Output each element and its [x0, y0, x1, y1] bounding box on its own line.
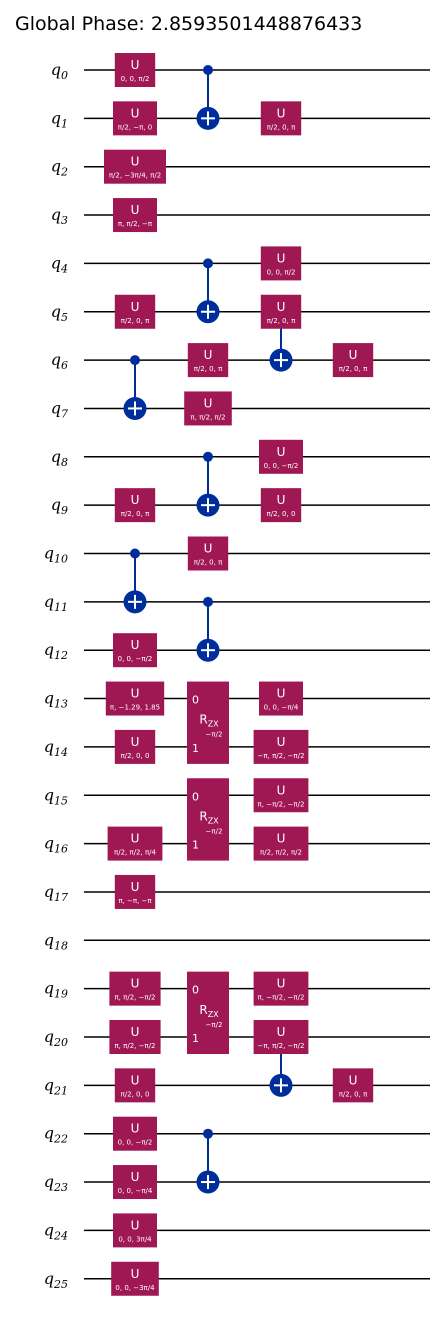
control-dot — [203, 1129, 213, 1139]
rzx-gate-name: $R_{ZX}$ — [199, 712, 219, 729]
u-gate-name: U — [348, 348, 358, 363]
u-gate-params: π/2, −3π/4, π/2 — [108, 171, 162, 180]
qubit-label: $q_{12}$ — [43, 640, 68, 663]
rzx-port-0: 0 — [192, 693, 199, 707]
u-gate — [261, 101, 301, 135]
qubit-label: $q_5$ — [50, 301, 68, 324]
qubit-label: $q_2$ — [50, 156, 68, 179]
u-gate-params: π/2, 0, π — [120, 316, 150, 325]
u-gate-name: U — [130, 1266, 140, 1281]
qubit-label: $q_{14}$ — [43, 736, 68, 759]
u-gate — [184, 391, 232, 425]
u-gate-params: π/2, 0, 0 — [120, 751, 150, 760]
u-gate — [113, 1213, 157, 1247]
u-gate-params: π/2, π/2, π/4 — [114, 848, 156, 857]
u-gate-name: U — [276, 1025, 286, 1039]
u-gate-params: 0, 0, −3π/4 — [115, 1283, 155, 1292]
qubit-label: $q_{15}$ — [43, 785, 68, 808]
qubit-label: $q_{17}$ — [43, 881, 68, 904]
u-gate — [113, 1165, 157, 1199]
u-gate-name: U — [130, 1121, 140, 1136]
u-gate-name: U — [130, 154, 140, 169]
qubit-label: $q_{23}$ — [43, 1172, 68, 1195]
rzx-gate-param: −π/2 — [205, 827, 223, 836]
u-gate — [109, 1020, 160, 1054]
u-gate — [188, 537, 228, 571]
u-gate-params: π/2, 0, π — [193, 365, 223, 374]
qubit-label: $q_{13}$ — [43, 688, 68, 711]
qubit-label: $q_{20}$ — [43, 1027, 68, 1049]
u-gate-name: U — [130, 638, 140, 653]
u-gate — [115, 730, 155, 764]
rzx-gates — [187, 682, 229, 1054]
u-gate-name: U — [130, 1073, 140, 1088]
qubit-label: $q_8$ — [50, 446, 68, 469]
cx-gate — [197, 258, 220, 323]
rzx-port-1: 1 — [192, 838, 199, 852]
u-gate-params: π/2, 0, π — [338, 365, 368, 374]
qubit-label: $q_{22}$ — [43, 1123, 68, 1146]
rzx-gate — [187, 972, 229, 1054]
u-gate-name: U — [276, 783, 286, 798]
rzx-gate-name: $R_{ZX}$ — [199, 1002, 219, 1019]
cx-gate — [197, 1129, 220, 1194]
u-gate — [113, 1117, 157, 1151]
u-gate-name: U — [130, 299, 140, 314]
u-gate-params: π/2, −π, 0 — [117, 123, 153, 132]
u-gate-name: U — [130, 1170, 140, 1185]
u-gate-name: U — [348, 1073, 358, 1088]
u-gate — [254, 972, 309, 1006]
qubit-labels — [44, 60, 68, 1291]
qubit-label: $q_{19}$ — [43, 978, 68, 1001]
u-gate-name: U — [130, 58, 140, 72]
u-gate-name: U — [276, 734, 286, 749]
u-gate — [333, 343, 373, 377]
rzx-gate-param: −π/2 — [205, 730, 223, 739]
qubit-label: $q_{11}$ — [43, 591, 68, 614]
u-gate-name: U — [130, 976, 140, 991]
rzx-port-0: 0 — [192, 790, 199, 804]
qubit-label: $q_{16}$ — [43, 833, 68, 856]
u-gate-name: U — [130, 879, 140, 894]
cx-gate — [197, 65, 220, 130]
qubit-label: $q_{21}$ — [43, 1075, 68, 1098]
u-gate-params: π, −π, −π — [118, 896, 152, 905]
u-gate-params: π/2, 0, π — [266, 123, 296, 132]
global-phase-title: Global Phase: 2.8593501448876433 — [15, 13, 363, 35]
u-gate-params: −π, π/2, −π/2 — [257, 1042, 305, 1050]
cx-gate — [124, 355, 147, 420]
u-gate-params: 0, 0, π/2 — [120, 75, 150, 83]
u-gate-name: U — [130, 203, 140, 218]
qubit-label: $q_9$ — [50, 495, 68, 518]
u-gate-name: U — [276, 251, 286, 266]
qubit-label: $q_{18}$ — [43, 930, 68, 953]
u-gate — [113, 198, 157, 232]
rzx-port-1: 1 — [192, 1032, 199, 1045]
control-dot — [130, 355, 140, 365]
u-gate-params: π/2, 0, π — [338, 1090, 368, 1099]
u-gate-name: U — [276, 444, 286, 459]
u-gate-params: π/2, 0, 0 — [120, 1090, 150, 1099]
control-dot — [203, 258, 213, 268]
u-gates — [104, 53, 373, 1296]
control-dot — [130, 549, 140, 559]
rzx-gate — [187, 778, 229, 860]
u-gate-params: π/2, 0, 0 — [266, 510, 296, 519]
qubit-label: $q_0$ — [50, 60, 68, 82]
control-dot — [203, 597, 213, 607]
u-gate — [115, 875, 155, 909]
rzx-gate-name: $R_{ZX}$ — [199, 809, 219, 826]
u-gate-params: 0, 0, −π/2 — [263, 461, 299, 470]
u-gate — [333, 1068, 373, 1102]
u-gate-params: 0, 0, −π/4 — [117, 1187, 153, 1196]
cx-gate — [124, 549, 147, 614]
qubit-label: $q_1$ — [50, 108, 68, 131]
control-dot — [203, 65, 213, 75]
u-gate-name: U — [203, 348, 213, 363]
control-dot — [203, 452, 213, 462]
qubit-label: $q_{24}$ — [43, 1220, 68, 1243]
u-gate — [106, 682, 164, 716]
u-gate-params: π, π/2, −π — [117, 220, 153, 229]
u-gate-name: U — [276, 493, 286, 508]
u-gate-params: π/2, 0, π — [193, 558, 223, 567]
u-gate-params: 0, 0, −π/4 — [263, 703, 299, 712]
u-gate-name: U — [276, 299, 286, 314]
u-gate-params: π, −π/2, −π/2 — [257, 800, 305, 809]
u-gate-name: U — [203, 541, 213, 556]
u-gate — [113, 633, 157, 667]
u-gate — [111, 1262, 159, 1296]
u-gate-params: 0, 0, −π/2 — [117, 655, 153, 664]
u-gate-name: U — [276, 686, 286, 701]
rzx-gate-param: −π/2 — [205, 1020, 223, 1029]
u-gate — [261, 246, 301, 280]
u-gate-params: 0, 0, −π/2 — [117, 1138, 153, 1147]
u-gate-params: π, π/2, −π/2 — [114, 993, 156, 1002]
u-gate-name: U — [130, 734, 140, 749]
u-gate — [254, 1020, 309, 1054]
u-gate — [115, 53, 155, 87]
u-gate-name: U — [130, 686, 140, 701]
u-gate-params: π, −π/2, −π/2 — [257, 993, 305, 1002]
rzx-port-0: 0 — [192, 983, 199, 997]
u-gate-params: π, π/2, π/2 — [190, 413, 226, 422]
rzx-gate — [187, 682, 229, 764]
u-gate-name: U — [130, 1218, 140, 1233]
u-gate-name: U — [276, 106, 286, 121]
qubit-label: $q_{10}$ — [43, 543, 68, 566]
u-gate-params: π/2, 0, π — [266, 316, 296, 325]
u-gate-params: 0, 0, 3π/4 — [118, 1235, 152, 1244]
u-gate — [261, 295, 301, 329]
u-gate-name: U — [130, 1025, 140, 1039]
u-gate-name: U — [130, 831, 140, 846]
u-gate — [113, 101, 157, 135]
u-gate — [115, 1068, 155, 1102]
rzx-port-1: 1 — [192, 741, 199, 755]
cx-gate — [197, 452, 220, 517]
qubit-label: $q_4$ — [50, 253, 68, 276]
u-gate — [115, 488, 155, 522]
u-gate — [254, 778, 309, 812]
u-gate-params: π/2, π/2, π/2 — [260, 848, 302, 857]
u-gate — [188, 343, 228, 377]
qubit-label: $q_3$ — [50, 205, 68, 228]
u-gate — [109, 972, 160, 1006]
u-gate — [104, 150, 166, 184]
u-gate-params: π, π/2, −π/2 — [114, 1042, 156, 1050]
u-gate-name: U — [203, 396, 213, 411]
u-gate-name: U — [130, 106, 140, 121]
u-gate — [259, 682, 303, 716]
u-gate — [254, 730, 309, 764]
u-gate — [115, 295, 155, 329]
u-gate-params: π/2, 0, π — [120, 510, 150, 519]
u-gate — [259, 440, 303, 474]
u-gate-name: U — [276, 976, 286, 991]
u-gate — [108, 827, 163, 861]
u-gate-name: U — [130, 493, 140, 508]
qubit-label: $q_7$ — [50, 398, 68, 421]
qubit-label: $q_6$ — [50, 350, 68, 373]
u-gate-params: −π, π/2, −π/2 — [257, 751, 305, 760]
u-gate-params: π, −1.29, 1.85 — [109, 703, 161, 712]
u-gate-name: U — [276, 831, 286, 846]
u-gate — [254, 827, 309, 861]
u-gate — [261, 488, 301, 522]
cx-gate — [197, 597, 220, 662]
u-gate-params: 0, 0, π/2 — [266, 268, 296, 277]
qubit-label: $q_{25}$ — [43, 1268, 68, 1291]
